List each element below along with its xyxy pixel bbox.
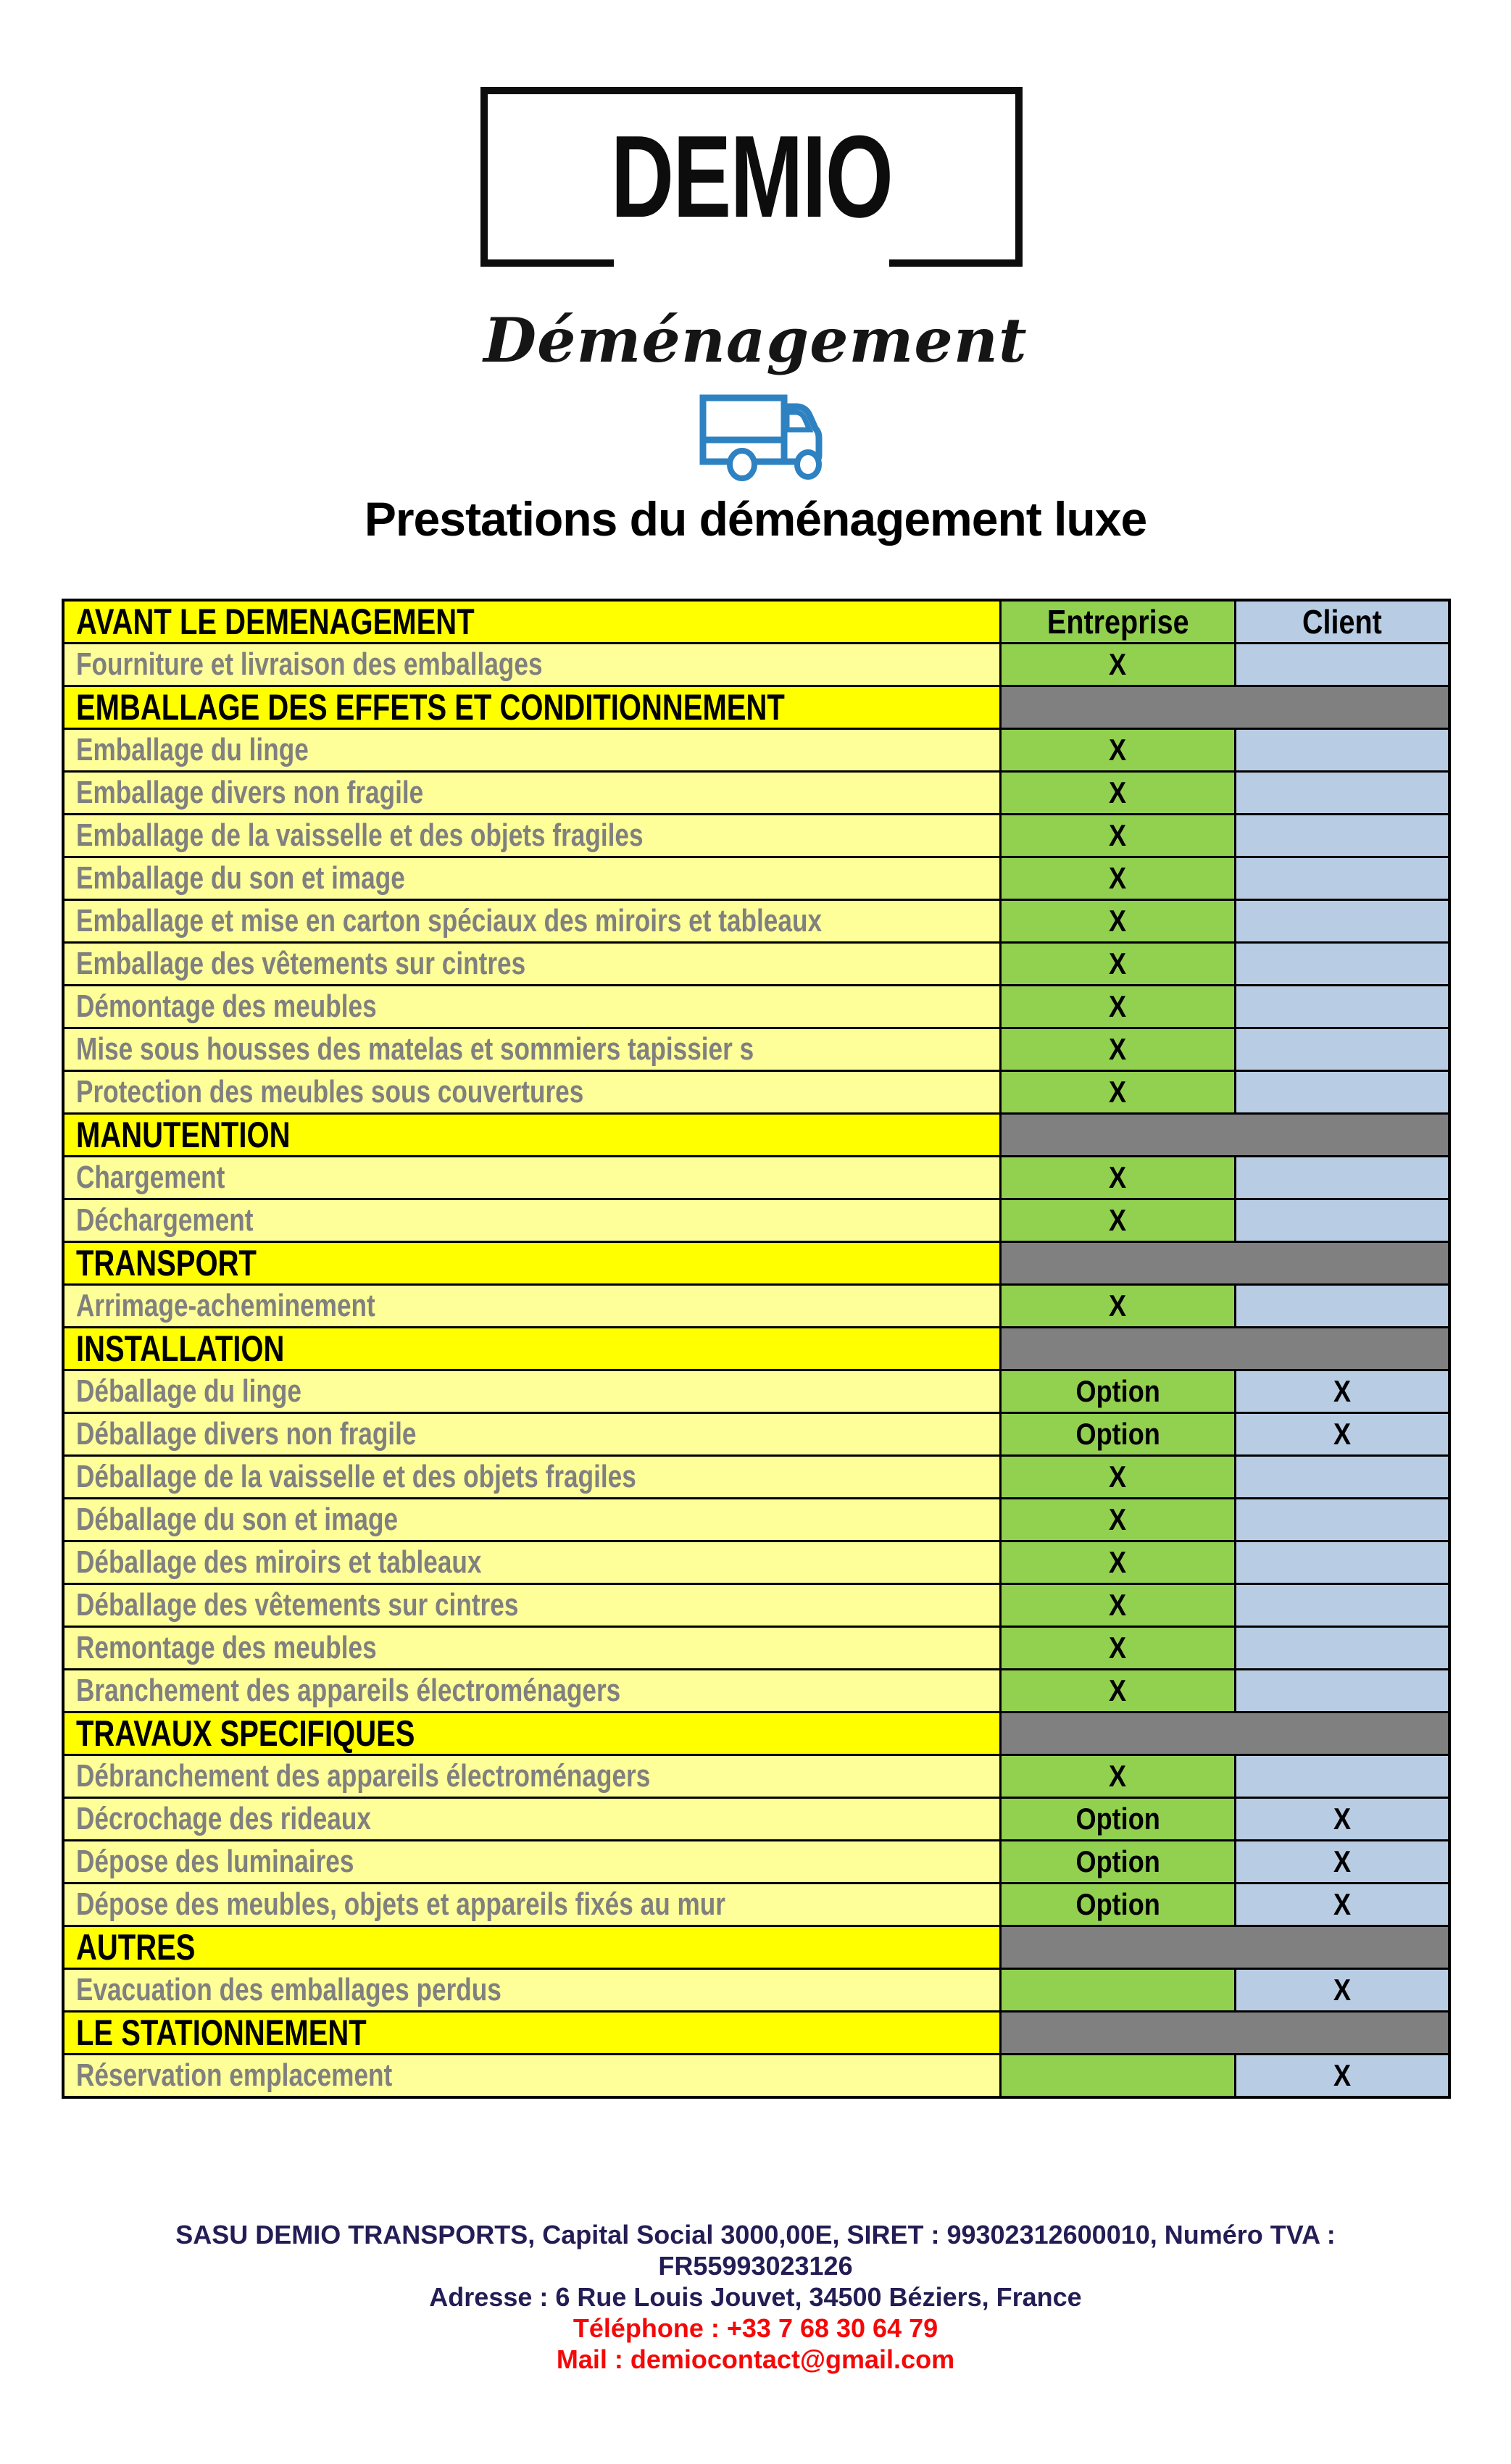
cell-client	[1236, 1499, 1448, 1540]
cell-entreprise	[1002, 1157, 1234, 1198]
row-label	[64, 815, 999, 856]
cell-client	[1236, 1841, 1448, 1882]
cell-entreprise-text: X	[1109, 1631, 1127, 1665]
cell-client-text: X	[1333, 1374, 1352, 1408]
row-label-text: Emballage du linge	[76, 732, 309, 767]
section-row	[64, 1243, 1448, 1283]
column-header-client-text: Client	[1302, 603, 1382, 641]
cell-entreprise	[1002, 815, 1234, 856]
row-label	[64, 1585, 999, 1626]
section-filler	[1002, 1713, 1448, 1754]
cell-client-text: X	[1333, 1887, 1352, 1921]
row-label	[64, 944, 999, 984]
row-label	[64, 858, 999, 899]
cell-entreprise-text: Option	[1075, 1887, 1160, 1921]
logo-box	[480, 87, 1023, 267]
section-filler	[1002, 1115, 1448, 1155]
section-row	[64, 687, 1448, 728]
cell-entreprise-text: X	[1109, 861, 1127, 895]
cell-entreprise-text: X	[1109, 647, 1127, 681]
table-row	[64, 1841, 1448, 1882]
section-label-text: MANUTENTION	[76, 1115, 291, 1155]
row-label	[64, 1286, 999, 1326]
table-row	[64, 1371, 1448, 1412]
cell-client	[1236, 1756, 1448, 1797]
row-label-text: Réservation emplacement	[76, 2057, 393, 2093]
cell-client	[1236, 986, 1448, 1027]
row-label-text: Décrochage des rideaux	[76, 1801, 371, 1836]
table-row	[64, 773, 1448, 813]
section-label-text: TRAVAUX SPECIFIQUES	[76, 1713, 415, 1754]
table-row	[64, 1884, 1448, 1925]
cell-client	[1236, 901, 1448, 941]
cell-entreprise-text: X	[1109, 775, 1127, 809]
section-label-text: AUTRES	[76, 1927, 196, 1968]
section-label	[64, 602, 999, 642]
cell-entreprise	[1002, 773, 1234, 813]
row-label	[64, 1371, 999, 1412]
cell-entreprise-text: X	[1109, 1545, 1127, 1579]
table-row	[64, 815, 1448, 856]
row-label-text: Chargement	[76, 1160, 225, 1195]
cell-entreprise	[1002, 1499, 1234, 1540]
row-label	[64, 1970, 999, 2010]
row-label	[64, 901, 999, 941]
section-row	[64, 2013, 1448, 2053]
section-row	[64, 1115, 1448, 1155]
section-label	[64, 1115, 999, 1155]
row-label-text: Emballage de la vaisselle et des objets fragiles	[76, 817, 644, 853]
row-label	[64, 1884, 999, 1925]
cell-entreprise	[1002, 1286, 1234, 1326]
cell-client	[1236, 1884, 1448, 1925]
section-filler	[1002, 687, 1448, 728]
cell-client	[1236, 815, 1448, 856]
row-label-text: Dépose des luminaires	[76, 1844, 354, 1879]
table-row	[64, 1970, 1448, 2010]
row-label	[64, 1457, 999, 1497]
table-row	[64, 1414, 1448, 1454]
table-row	[64, 730, 1448, 770]
cell-client	[1236, 858, 1448, 899]
cell-entreprise-text: X	[1109, 1502, 1127, 1536]
cell-entreprise	[1002, 1970, 1234, 2010]
row-label	[64, 1799, 999, 1839]
row-label-text: Arrimage-acheminement	[76, 1288, 375, 1323]
cell-entreprise-text: X	[1109, 1160, 1127, 1194]
section-label	[64, 2013, 999, 2053]
table-row	[64, 1286, 1448, 1326]
row-label	[64, 1499, 999, 1540]
row-label-text: Déballage des miroirs et tableaux	[76, 1544, 482, 1580]
logo-border-gap	[614, 259, 889, 267]
truck-icon	[690, 388, 824, 482]
cell-client	[1236, 644, 1448, 685]
cell-entreprise	[1002, 1756, 1234, 1797]
table-row	[64, 1542, 1448, 1583]
cell-entreprise	[1002, 644, 1234, 685]
row-label-text: Déballage des vêtements sur cintres	[76, 1587, 519, 1623]
cell-entreprise	[1002, 1457, 1234, 1497]
cell-entreprise	[1002, 1884, 1234, 1925]
company-info-line: SASU DEMIO TRANSPORTS, Capital Social 3000,00E, SIRET : 99302312600010, Numéro TVA :	[175, 2220, 1336, 2249]
cell-client	[1236, 1799, 1448, 1839]
cell-client	[1236, 730, 1448, 770]
section-row	[64, 1328, 1448, 1369]
table-row	[64, 1585, 1448, 1626]
cell-entreprise-text: X	[1109, 946, 1127, 981]
row-label	[64, 1200, 999, 1241]
section-label	[64, 687, 999, 728]
brand-tagline: Déménagement	[483, 304, 1028, 376]
cell-entreprise	[1002, 858, 1234, 899]
cell-client	[1236, 1286, 1448, 1326]
row-label	[64, 1628, 999, 1668]
cell-entreprise-text: X	[1109, 1759, 1127, 1793]
table-row	[64, 1457, 1448, 1497]
row-label-text: Déballage divers non fragile	[76, 1416, 417, 1452]
section-filler	[1002, 1243, 1448, 1283]
cell-entreprise-text: X	[1109, 1673, 1127, 1707]
cell-client	[1236, 1457, 1448, 1497]
table-row	[64, 1072, 1448, 1112]
tva-number-line: FR55993023126	[658, 2251, 853, 2281]
section-label-text: EMBALLAGE DES EFFETS ET CONDITIONNEMENT	[76, 687, 785, 728]
cell-client	[1236, 1542, 1448, 1583]
table-row	[64, 644, 1448, 685]
row-label-text: Emballage et mise en carton spéciaux des miroirs et tableaux	[76, 903, 823, 938]
row-label	[64, 1414, 999, 1454]
row-label-text: Débranchement des appareils électroménagers	[76, 1758, 651, 1794]
section-label	[64, 1328, 999, 1369]
row-label-text: Mise sous housses des matelas et sommiers tapissier s	[76, 1031, 754, 1067]
cell-entreprise	[1002, 1200, 1234, 1241]
brand-name: DEMIO	[610, 111, 893, 242]
cell-client	[1236, 2055, 1448, 2096]
cell-entreprise-text: X	[1109, 818, 1127, 852]
table-row	[64, 901, 1448, 941]
table-row	[64, 1029, 1448, 1070]
section-row	[64, 1927, 1448, 1968]
cell-entreprise	[1002, 2055, 1234, 2096]
row-label	[64, 1756, 999, 1797]
row-label-text: Protection des meubles sous couvertures	[76, 1074, 584, 1110]
cell-entreprise	[1002, 1585, 1234, 1626]
header-row	[64, 602, 1448, 642]
cell-entreprise-text: X	[1109, 1588, 1127, 1622]
table-row	[64, 1499, 1448, 1540]
row-label-text: Emballage divers non fragile	[76, 775, 424, 810]
row-label-text: Déchargement	[76, 1202, 254, 1238]
column-header-client	[1236, 602, 1448, 642]
cell-client	[1236, 1200, 1448, 1241]
table-row	[64, 1628, 1448, 1668]
row-label-text: Fourniture et livraison des emballages	[76, 646, 543, 682]
row-label-text: Evacuation des emballages perdus	[76, 1972, 501, 2007]
row-label	[64, 986, 999, 1027]
row-label	[64, 730, 999, 770]
section-filler	[1002, 2013, 1448, 2053]
row-label-text: Branchement des appareils électroménagers	[76, 1673, 621, 1708]
row-label-text: Déballage de la vaisselle et des objets fragiles	[76, 1459, 636, 1494]
row-label	[64, 644, 999, 685]
row-label	[64, 1072, 999, 1112]
cell-client	[1236, 1072, 1448, 1112]
section-filler	[1002, 1927, 1448, 1968]
row-label-text: Emballage des vêtements sur cintres	[76, 946, 526, 981]
cell-entreprise	[1002, 1542, 1234, 1583]
section-filler	[1002, 1328, 1448, 1369]
cell-entreprise	[1002, 901, 1234, 941]
table-row	[64, 1670, 1448, 1711]
phone-line: Téléphone : +33 7 68 30 64 79	[573, 2313, 938, 2343]
row-label	[64, 773, 999, 813]
table-row	[64, 1157, 1448, 1198]
cell-client	[1236, 1970, 1448, 2010]
cell-entreprise-text: Option	[1075, 1844, 1160, 1878]
section-label-text: INSTALLATION	[76, 1328, 285, 1369]
table-row	[64, 1756, 1448, 1797]
prestations-table	[62, 599, 1451, 2099]
section-label-text: AVANT LE DEMENAGEMENT	[76, 602, 475, 642]
cell-entreprise	[1002, 1371, 1234, 1412]
cell-entreprise	[1002, 986, 1234, 1027]
row-label-text: Déballage du son et image	[76, 1502, 399, 1537]
cell-client-text: X	[1333, 1802, 1352, 1836]
row-label-text: Dépose des meubles, objets et appareils fixés au mur	[76, 1886, 725, 1922]
cell-client	[1236, 1670, 1448, 1711]
cell-client-text: X	[1333, 1844, 1352, 1878]
row-label	[64, 1670, 999, 1711]
row-label	[64, 2055, 999, 2096]
address-line: Adresse : 6 Rue Louis Jouvet, 34500 Béziers, France	[429, 2282, 1082, 2312]
cell-client-text: X	[1333, 1417, 1352, 1451]
section-label	[64, 1927, 999, 1968]
row-label-text: Remontage des meubles	[76, 1630, 377, 1665]
cell-entreprise-text: X	[1109, 989, 1127, 1023]
row-label	[64, 1029, 999, 1070]
cell-entreprise-text: X	[1109, 1032, 1127, 1066]
row-label-text: Emballage du son et image	[76, 860, 405, 896]
column-header-entreprise-text: Entreprise	[1046, 603, 1189, 641]
cell-entreprise-text: Option	[1075, 1417, 1160, 1451]
cell-entreprise-text: X	[1109, 1203, 1127, 1237]
section-label-text: TRANSPORT	[76, 1243, 257, 1283]
cell-entreprise-text: Option	[1075, 1802, 1160, 1836]
column-header-entreprise	[1002, 602, 1234, 642]
section-label	[64, 1713, 999, 1754]
cell-entreprise	[1002, 1072, 1234, 1112]
cell-entreprise-text: Option	[1075, 1374, 1160, 1408]
cell-entreprise	[1002, 944, 1234, 984]
table-row	[64, 1200, 1448, 1241]
cell-entreprise	[1002, 1414, 1234, 1454]
cell-client-text: X	[1333, 1973, 1352, 2007]
cell-client	[1236, 1414, 1448, 1454]
table-row	[64, 986, 1448, 1027]
table-row	[64, 1799, 1448, 1839]
cell-client	[1236, 944, 1448, 984]
cell-entreprise	[1002, 1841, 1234, 1882]
section-label	[64, 1243, 999, 1283]
section-row	[64, 1713, 1448, 1754]
cell-client-text: X	[1333, 2058, 1352, 2092]
section-label-text: LE STATIONNEMENT	[76, 2013, 367, 2053]
table-row	[64, 944, 1448, 984]
table-row	[64, 858, 1448, 899]
row-label	[64, 1841, 999, 1882]
cell-entreprise	[1002, 1029, 1234, 1070]
cell-entreprise-text: X	[1109, 1289, 1127, 1323]
footer	[0, 2219, 1511, 2375]
cell-client	[1236, 1585, 1448, 1626]
cell-client	[1236, 1371, 1448, 1412]
cell-client	[1236, 773, 1448, 813]
row-label	[64, 1542, 999, 1583]
cell-entreprise	[1002, 1628, 1234, 1668]
table-row	[64, 2055, 1448, 2096]
mail-line: Mail : demiocontact@gmail.com	[556, 2344, 955, 2374]
page-title: Prestations du déménagement luxe	[364, 492, 1147, 546]
row-label-text: Démontage des meubles	[76, 988, 377, 1024]
row-label	[64, 1157, 999, 1198]
row-label-text: Déballage du linge	[76, 1373, 301, 1409]
cell-entreprise-text: X	[1109, 1075, 1127, 1109]
cell-entreprise	[1002, 1799, 1234, 1839]
cell-client	[1236, 1628, 1448, 1668]
cell-entreprise	[1002, 1670, 1234, 1711]
cell-entreprise-text: X	[1109, 1460, 1127, 1494]
cell-client	[1236, 1029, 1448, 1070]
cell-entreprise-text: X	[1109, 904, 1127, 938]
cell-entreprise-text: X	[1109, 733, 1127, 767]
cell-entreprise	[1002, 730, 1234, 770]
cell-client	[1236, 1157, 1448, 1198]
